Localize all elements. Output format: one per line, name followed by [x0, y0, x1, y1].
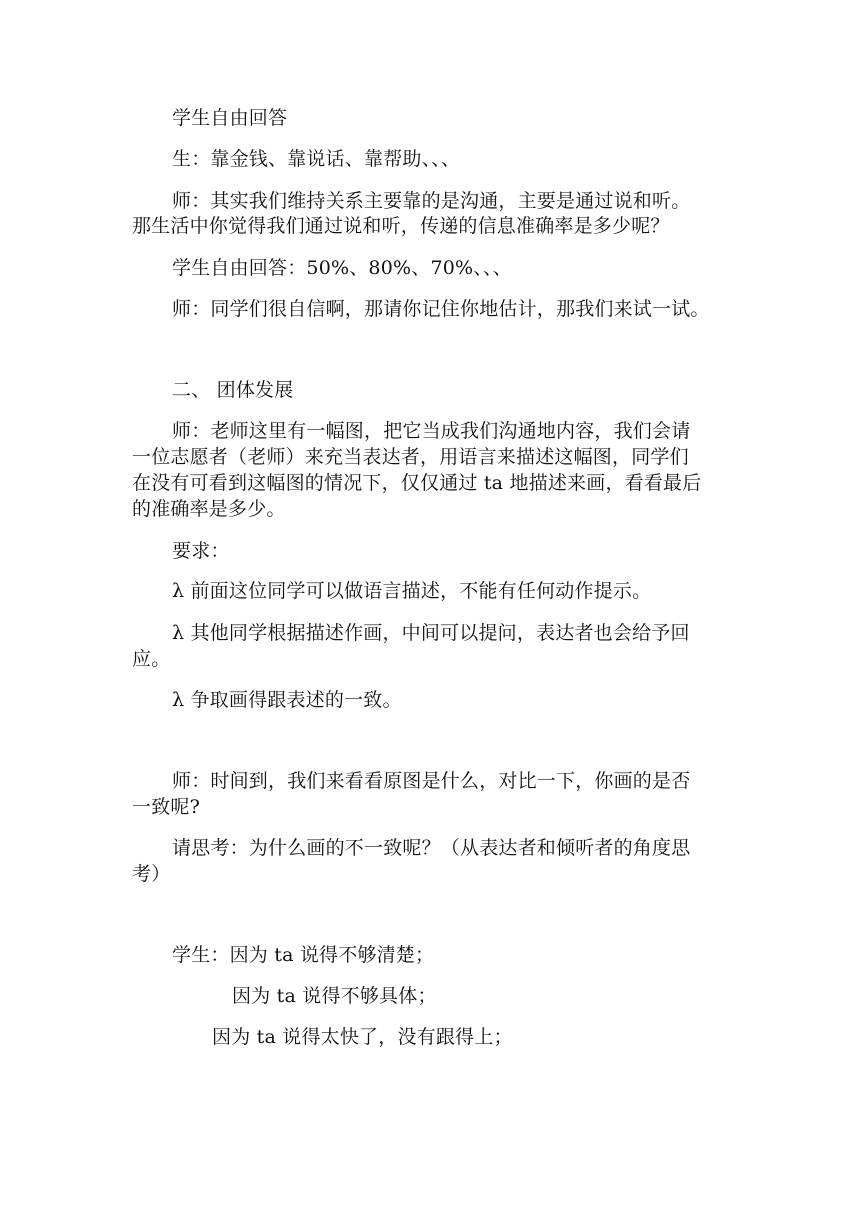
section-heading: 二、 团体发展 [172, 379, 294, 401]
requirement-item-2-cont: 应。 [132, 648, 171, 670]
requirements-label: 要求： [172, 540, 230, 562]
text-line-2: 生：靠金钱、靠说话、靠帮助、、、 [172, 148, 461, 170]
text-line-18: 一致呢? [132, 796, 200, 818]
text-line-8: 师：老师这里有一幅图，把它当成我们沟通地内容，我们会请 [172, 420, 691, 442]
text-line-3: 师：其实我们维持关系主要靠的是沟通，主要是通过说和听。 [172, 190, 691, 212]
text-line-17: 师：时间到，我们来看看原图是什么，对比一下，你画的是否 [172, 770, 691, 792]
text-line-6: 师：同学们很自信啊，那请你记住你地估计，那我们来试一试。 [172, 298, 710, 320]
text-line-22: 因为 ta 说得不够具体； [232, 985, 437, 1007]
text-line-10: 在没有可看到这幅图的情况下，仅仅通过 ta 地描述来画，看看最后 [132, 472, 702, 494]
text-line-21: 学生：因为 ta 说得不够清楚； [172, 944, 435, 966]
text-line-11: 的准确率是多少。 [132, 498, 286, 520]
text-line-4: 那生活中你觉得我们通过说和听，传递的信息准确率是多少呢？ [132, 215, 670, 237]
text-line-20: 考） [132, 863, 171, 885]
requirement-item-2: λ 其他同学根据描述作画，中间可以提问，表达者也会给予回 [172, 622, 690, 644]
requirement-item-3: λ 争取画得跟表述的一致。 [172, 689, 402, 711]
text-line-5: 学生自由回答：50%、80%、70%、、、 [172, 257, 512, 279]
text-line-9: 一位志愿者（老师）来充当表达者，用语言来描述这幅图，同学们 [132, 446, 689, 468]
text-line-19: 请思考：为什么画的不一致呢？（从表达者和倾听者的角度思 [172, 837, 691, 859]
text-line-1: 学生自由回答 [172, 107, 288, 129]
text-line-23: 因为 ta 说得太快了，没有跟得上； [212, 1026, 513, 1048]
requirement-item-1: λ 前面这位同学可以做语言描述，不能有任何动作提示。 [172, 580, 652, 602]
